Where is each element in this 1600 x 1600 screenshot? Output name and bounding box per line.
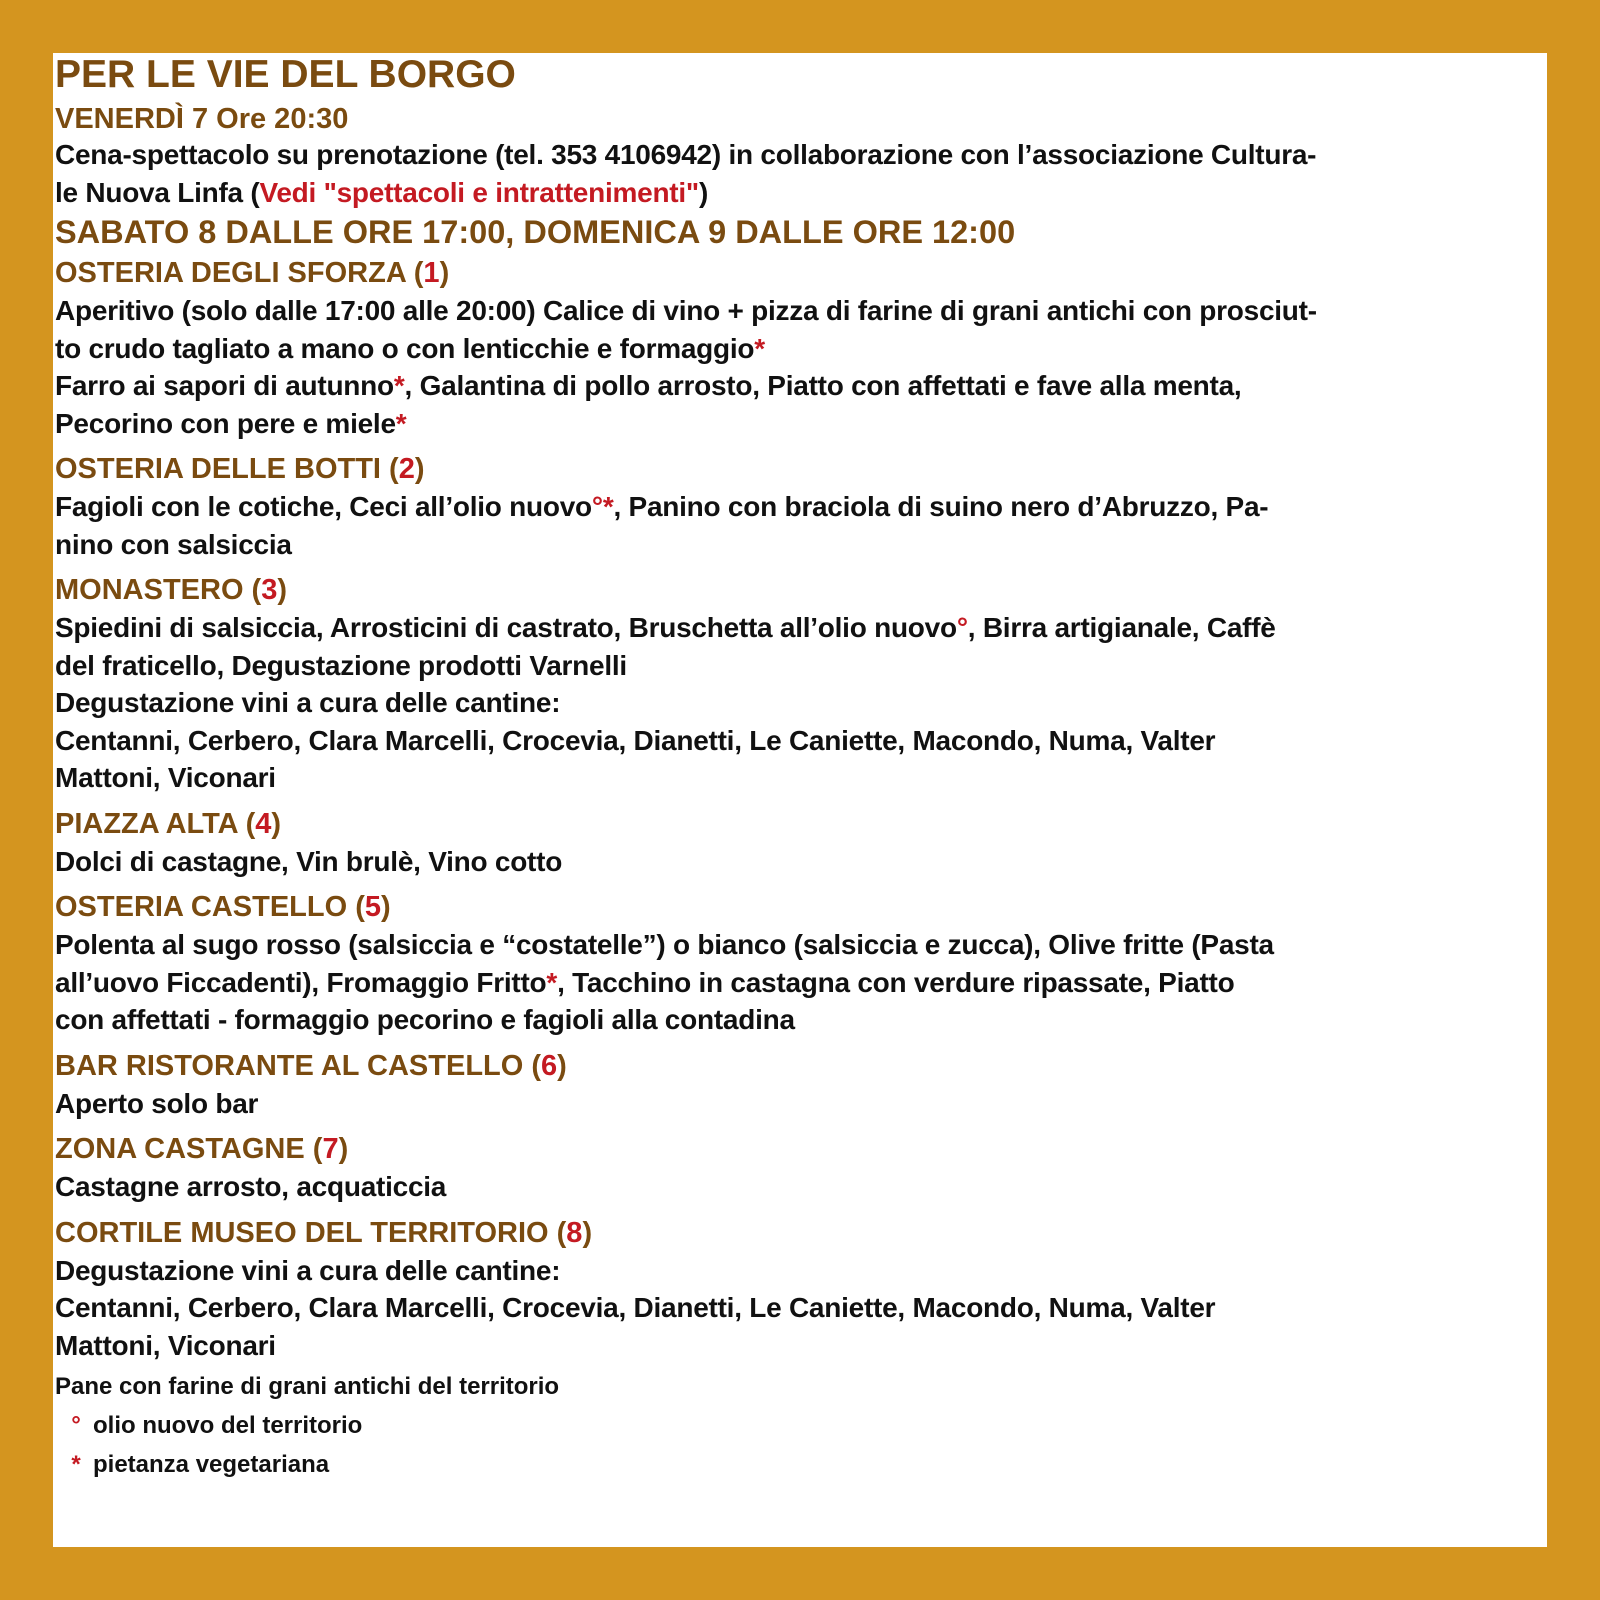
friday-description xyxy=(55,136,1547,211)
section-name: CORTILE MUSEO DEL TERRITORIO xyxy=(55,1216,549,1249)
menu-line: Dolci di castagne, Vin brulè, Vino cotto xyxy=(55,845,563,877)
section-name: OSTERIA DEGLI SFORZA xyxy=(55,257,406,289)
footnote-oil xyxy=(55,1406,1547,1445)
section-number: 6 xyxy=(541,1049,558,1082)
section-title-osteria-sforza: OSTERIA DEGLI SFORZA (1) xyxy=(55,257,450,289)
section-name: OSTERIA DELLE BOTTI xyxy=(55,453,381,485)
section-body-osteria-botti xyxy=(55,488,1547,563)
section-name: OSTERIA CASTELLO xyxy=(55,891,348,923)
vegetarian-mark: * xyxy=(546,966,558,998)
section-number: 4 xyxy=(255,807,272,840)
menu-line: Castagne arrosto, acquaticcia xyxy=(55,1171,447,1202)
section-body-monastero xyxy=(55,609,1547,797)
menu-line: Degustazione vini a cura delle cantine: xyxy=(55,1254,561,1286)
section-name: PIAZZA ALTA xyxy=(55,807,238,840)
vegetarian-mark: * xyxy=(395,407,407,439)
menu-line: nino con salsiccia xyxy=(55,528,292,560)
menu-line: Polenta al sugo rosso (salsiccia e “costatelle”) o bianco (salsiccia e zucca), Olive fritte (Pasta xyxy=(55,929,1274,960)
oil-mark: ° xyxy=(956,612,968,643)
footnote-oil-text: olio nuovo del territorio xyxy=(93,1412,363,1439)
menu-text: Spiedini di salsiccia, Arrosticini di castrato, Bruschetta all’olio nuovo xyxy=(55,612,957,643)
friday-line-1: Cena-spettacolo su prenotazione (tel. 353 4106942) in collaborazione con l’associazione Cultura- xyxy=(55,139,1317,170)
menu-line: Mattoni, Viconari xyxy=(55,762,276,793)
section-number: 1 xyxy=(423,257,440,289)
content-panel xyxy=(53,53,1547,1547)
section-number: 3 xyxy=(261,574,278,606)
menu-text: , Tacchino in castagna con verdure ripassate, Piatto xyxy=(557,966,1235,998)
menu-line: Degustazione vini a cura delle cantine: xyxy=(55,687,561,718)
menu-line: del fraticello, Degustazione prodotti Varnelli xyxy=(55,649,627,681)
menu-text: , Panino con braciola di suino nero d’Abruzzo, Pa- xyxy=(613,491,1269,522)
section-number: 5 xyxy=(364,891,382,923)
weekend-heading: SABATO 8 DALLE ORE 17:00, DOMENICA 9 DALLE ORE 12:00 xyxy=(55,214,1016,250)
oil-veg-mark: °* xyxy=(591,491,614,522)
section-title-zona-castagne: ZONA CASTAGNE (7) xyxy=(55,1133,349,1165)
section-name: ZONA CASTAGNE xyxy=(55,1133,305,1165)
friday-heading: VENERDÌ 7 Ore 20:30 xyxy=(55,103,349,135)
vegetarian-mark: * xyxy=(754,332,765,364)
section-body-bar-ristorante xyxy=(55,1085,1547,1123)
section-body-zona-castagne xyxy=(55,1168,1547,1206)
footnotes xyxy=(55,1367,1547,1484)
menu-line: Aperitivo (solo dalle 17:00 alle 20:00) Calice di vino + pizza di farine di grani antichi con prosciut- xyxy=(55,295,1317,326)
footnote-bread: Pane con farine di grani antichi del territorio xyxy=(55,1373,560,1400)
friday-line-2 xyxy=(55,174,1547,212)
menu-line xyxy=(55,964,1547,1002)
friday-line-2-suffix: ) xyxy=(698,176,709,208)
vegetarian-mark: * xyxy=(393,370,405,401)
section-title-cortile-museo: CORTILE MUSEO DEL TERRITORIO (8) xyxy=(55,1216,593,1249)
section-title-monastero: MONASTERO (3) xyxy=(55,574,288,606)
menu-text: Pecorino con pere e miele xyxy=(55,407,396,439)
menu-text: Farro ai sapori di autunno xyxy=(55,370,394,401)
section-number: 8 xyxy=(566,1216,583,1249)
section-title-osteria-castello: OSTERIA CASTELLO (5) xyxy=(55,891,391,923)
section-body-piazza-alta xyxy=(55,843,1547,881)
menu-text: , Galantina di pollo arrosto, Piatto con affettati e fave alla menta, xyxy=(404,370,1242,401)
menu-line xyxy=(55,405,1547,443)
oil-mark: ° xyxy=(71,1412,81,1439)
section-number: 7 xyxy=(322,1133,339,1165)
section-body-cortile-museo xyxy=(55,1252,1547,1365)
menu-text: all’uovo Ficcadenti), Fromaggio Fritto xyxy=(55,966,547,998)
menu-text: to crudo tagliato a mano o con lenticchie e formaggio xyxy=(55,332,755,364)
menu-line: Aperto solo bar xyxy=(55,1087,259,1119)
menu-line: Centanni, Cerbero, Clara Marcelli, Crocevia, Dianetti, Le Caniette, Macondo, Numa, Valter xyxy=(55,1292,1216,1323)
menu-line xyxy=(55,609,1547,647)
menu-text: , Birra artigianale, Caffè xyxy=(967,612,1276,643)
menu-text: Fagioli con le cotiche, Ceci all’olio nuovo xyxy=(55,491,592,522)
section-body-osteria-sforza xyxy=(55,292,1547,442)
menu-line: con affettati - formaggio pecorino e fagioli alla contadina xyxy=(55,1004,795,1035)
menu-line xyxy=(55,330,1547,368)
menu-line: Centanni, Cerbero, Clara Marcelli, Crocevia, Dianetti, Le Caniette, Macondo, Numa, Valter xyxy=(55,724,1216,756)
page-title: PER LE VIE DEL BORGO xyxy=(55,53,516,96)
footnote-veg-text: pietanza vegetariana xyxy=(93,1451,330,1478)
section-number: 2 xyxy=(398,453,415,485)
friday-line-2-prefix: le Nuova Linfa ( xyxy=(55,176,260,208)
section-name: BAR RISTORANTE AL CASTELLO xyxy=(55,1049,524,1082)
vegetarian-mark: * xyxy=(71,1451,81,1478)
menu-line xyxy=(55,488,1547,526)
menu-line: Mattoni, Viconari xyxy=(55,1329,276,1361)
section-title-osteria-botti: OSTERIA DELLE BOTTI (2) xyxy=(55,453,425,485)
footnote-vegetarian xyxy=(55,1445,1547,1484)
menu-line xyxy=(55,367,1547,405)
section-title-piazza-alta: PIAZZA ALTA (4) xyxy=(55,807,282,840)
section-name: MONASTERO xyxy=(55,574,244,606)
section-title-bar-ristorante: BAR RISTORANTE AL CASTELLO (6) xyxy=(55,1049,567,1082)
shows-link[interactable]: Vedi "spettacoli e intrattenimenti" xyxy=(259,176,699,208)
section-body-osteria-castello xyxy=(55,926,1547,1039)
